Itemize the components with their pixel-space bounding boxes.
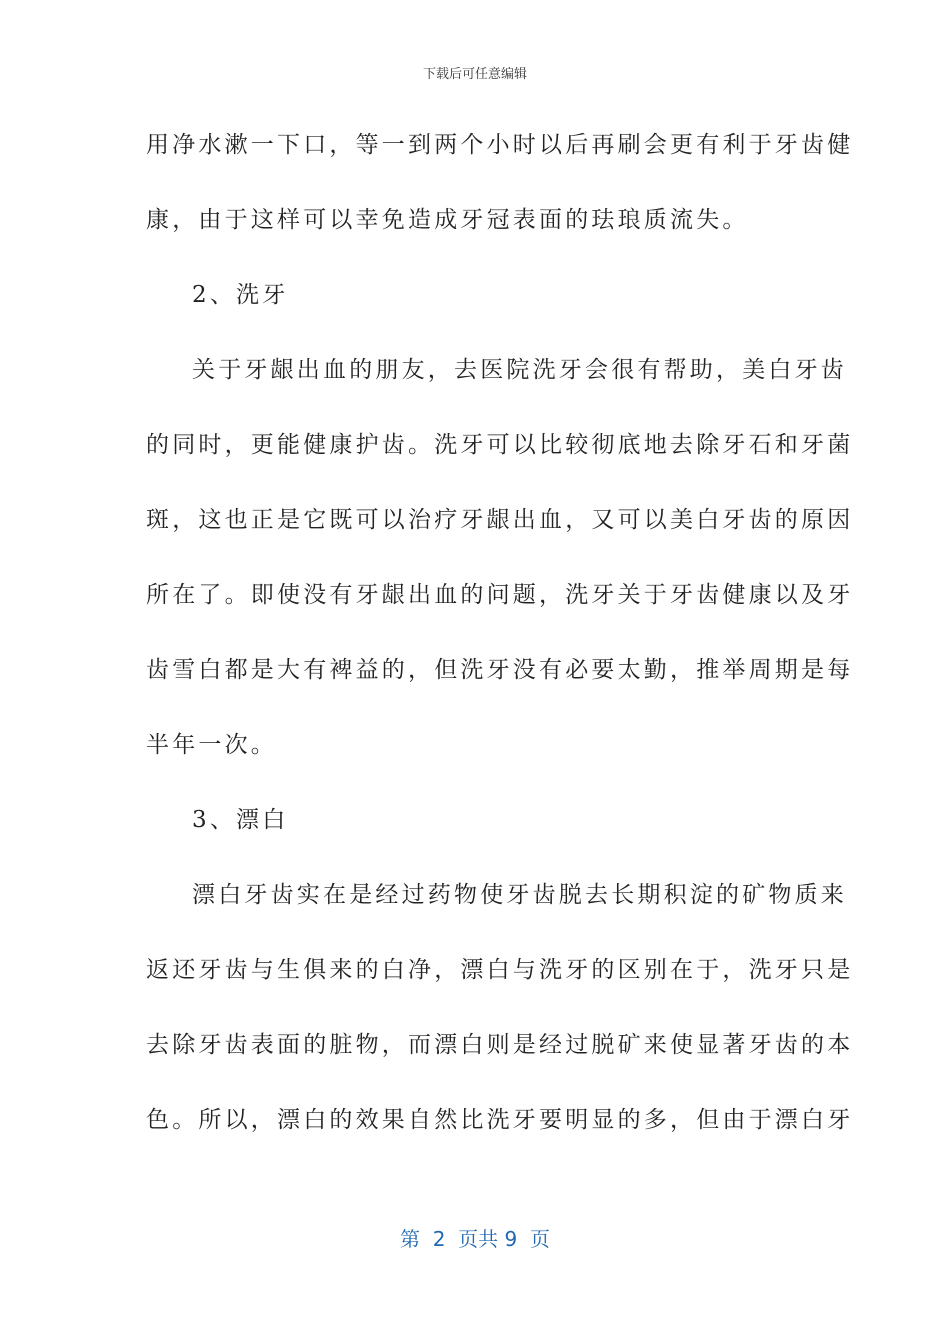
body-line: 康，由于这样可以幸免造成牙冠表面的珐琅质流失。: [146, 207, 749, 233]
footer-total-label: 页共: [458, 1227, 499, 1251]
body-line: 所在了。即使没有牙龈出血的问题，洗牙关于牙齿健康以及牙: [146, 582, 854, 608]
total-page-count: 9: [504, 1227, 518, 1251]
body-line: 返还牙齿与生俱来的白净，漂白与洗牙的区别在于，洗牙只是: [146, 957, 854, 983]
body-line: 半年一次。: [146, 732, 277, 758]
current-page-number: 2: [432, 1227, 446, 1251]
body-line: 的同时，更能健康护齿。洗牙可以比较彻底地去除牙石和牙菌: [146, 432, 854, 458]
page-header-note: 下载后可任意编辑: [422, 67, 527, 82]
page-number-footer: [0, 1224, 950, 1254]
footer-page-suffix: 页: [529, 1227, 550, 1251]
body-line: 色。所以，漂白的效果自然比洗牙要明显的多，但由于漂白牙: [146, 1107, 854, 1133]
body-line: 齿雪白都是大有裨益的，但洗牙没有必要太勤，推举周期是每: [146, 657, 854, 683]
section-heading-scaling: 2、洗牙: [192, 282, 289, 308]
paragraph-start: 漂白牙齿实在是经过药物使牙齿脱去长期积淀的矿物质来: [192, 882, 847, 908]
section-heading-bleaching: 3、漂白: [192, 807, 289, 833]
body-line: 去除牙齿表面的脏物，而漂白则是经过脱矿来使显著牙齿的本: [146, 1032, 854, 1058]
body-line: 用净水漱一下口，等一到两个小时以后再刷会更有利于牙齿健: [146, 132, 854, 158]
body-line: 斑，这也正是它既可以治疗牙龈出血，又可以美白牙齿的原因: [146, 507, 854, 533]
paragraph-start: 关于牙龈出血的朋友，去医院洗牙会很有帮助，美白牙齿: [192, 357, 847, 383]
footer-page-label: 第: [400, 1227, 420, 1251]
document-body: [146, 126, 854, 1176]
